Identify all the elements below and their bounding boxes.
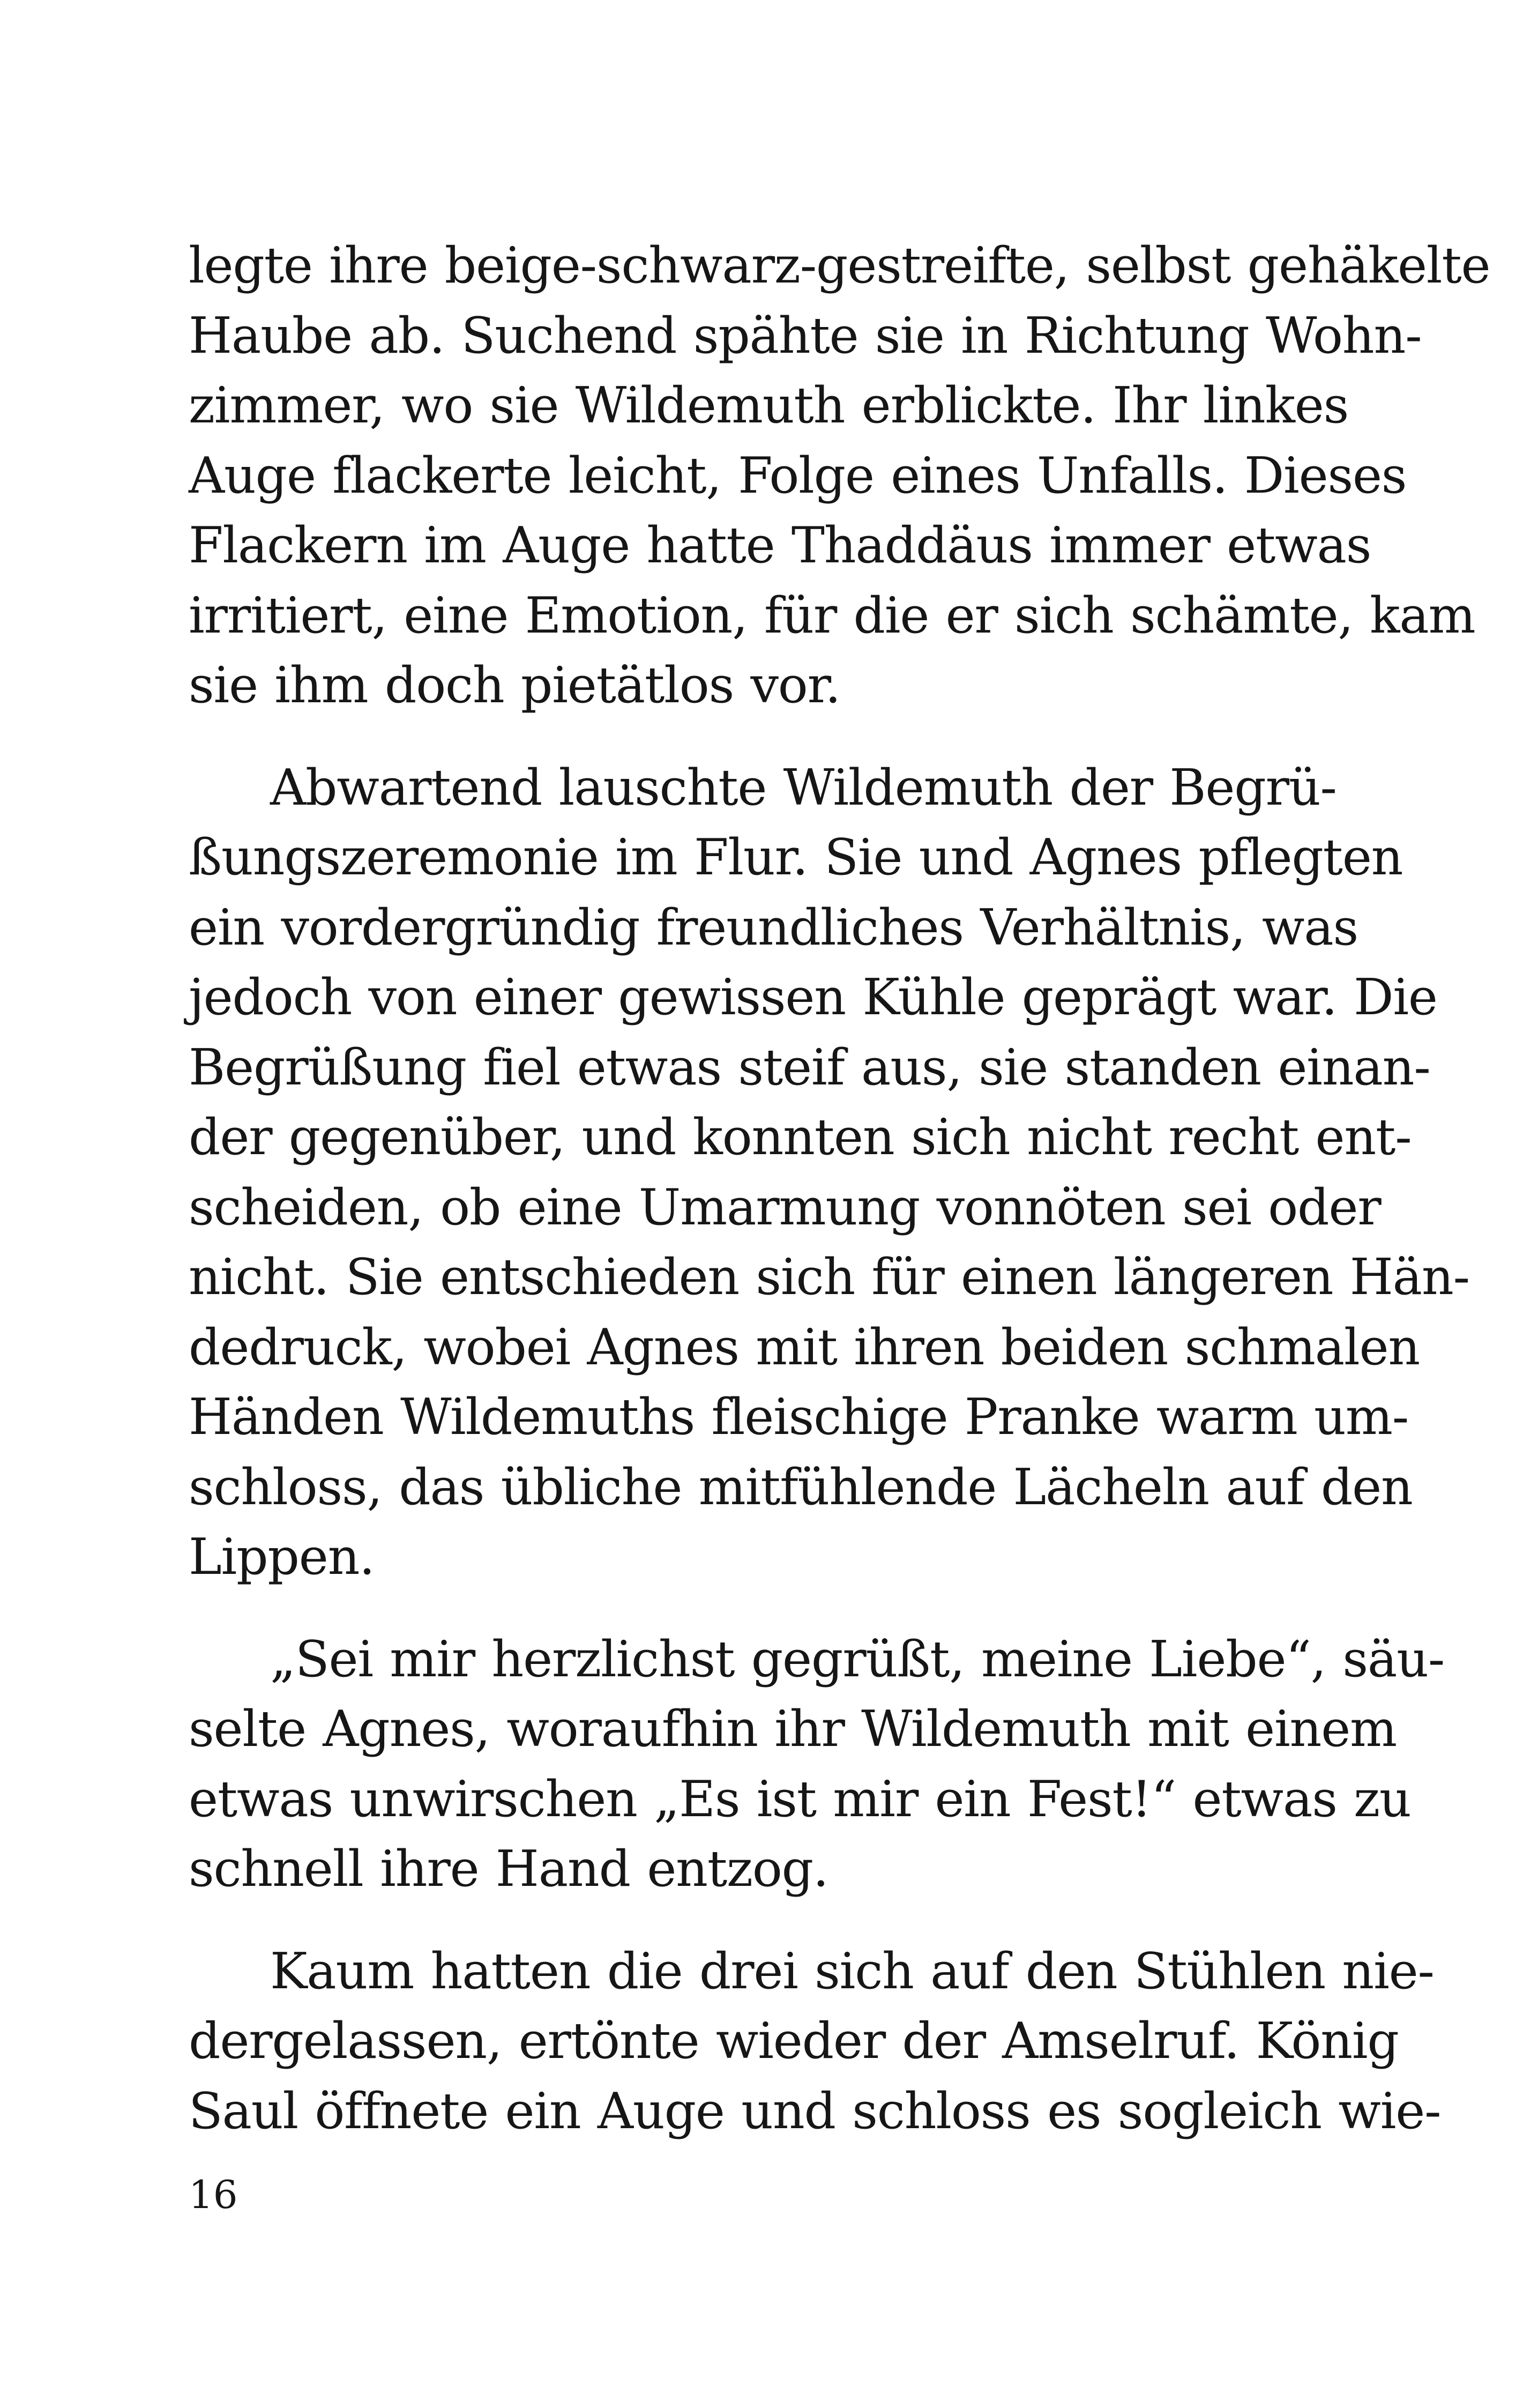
text-line: der gegenüber, und konnten sich nicht recht ent-	[189, 1108, 1412, 1166]
text-line: sie ihm doch pietätlos vor.	[189, 656, 840, 714]
paragraph-1	[189, 231, 1490, 720]
paragraph-3	[189, 1624, 1445, 1904]
text-line: ßungszeremonie im Flur. Sie und Agnes pflegten	[189, 828, 1403, 886]
text-line: schnell ihre Hand entzog.	[189, 1840, 828, 1898]
text-line: Flackern im Auge hatte Thaddäus immer etwas	[189, 516, 1371, 574]
text-line: legte ihre beige-schwarz-gestreifte, selbst gehäkelte	[189, 236, 1490, 294]
text-line: Händen Wildemuths fleischige Pranke warm um-	[189, 1388, 1408, 1446]
text-line: Abwartend lauschte Wildemuth der Begrü-	[270, 758, 1337, 816]
page-number: 16	[189, 2172, 238, 2217]
text-line: Saul öffnete ein Auge und schloss es sogleich wie-	[189, 2082, 1441, 2140]
text-line: scheiden, ob eine Umarmung vonnöten sei oder	[189, 1178, 1381, 1236]
text-line: nicht. Sie entschieden sich für einen längeren Hän-	[189, 1248, 1469, 1306]
body-text	[189, 231, 1490, 2146]
text-line: Kaum hatten die drei sich auf den Stühlen nie-	[270, 1942, 1434, 2000]
text-line: jedoch von einer gewissen Kühle geprägt war. Die	[189, 968, 1437, 1026]
text-line: Lippen.	[189, 1528, 375, 1586]
text-line: irritiert, eine Emotion, für die er sich schämte, kam	[189, 586, 1475, 644]
text-line: schloss, das übliche mitfühlende Lächeln auf den	[189, 1458, 1413, 1516]
text-line: etwas unwirschen „Es ist mir ein Fest!“ etwas zu	[189, 1770, 1411, 1828]
paragraph-2	[189, 753, 1469, 1592]
text-line: Auge flackerte leicht, Folge eines Unfalls. Dieses	[189, 446, 1407, 504]
text-line: zimmer, wo sie Wildemuth erblickte. Ihr linkes	[189, 376, 1349, 434]
text-line: dergelassen, ertönte wieder der Amselruf. König	[189, 2012, 1399, 2070]
text-line: Haube ab. Suchend spähte sie in Richtung Wohn-	[189, 306, 1422, 365]
text-line: ein vordergründig freundliches Verhältnis, was	[189, 898, 1358, 956]
text-line: dedruck, wobei Agnes mit ihren beiden schmalen	[189, 1318, 1420, 1376]
text-line: Begrüßung fiel etwas steif aus, sie standen einan-	[189, 1038, 1430, 1096]
text-line: selte Agnes, woraufhin ihr Wildemuth mit einem	[189, 1700, 1397, 1758]
paragraph-4	[189, 1936, 1441, 2146]
text-line: „Sei mir herzlichst gegrüßt, meine Liebe“, säu-	[270, 1630, 1445, 1688]
